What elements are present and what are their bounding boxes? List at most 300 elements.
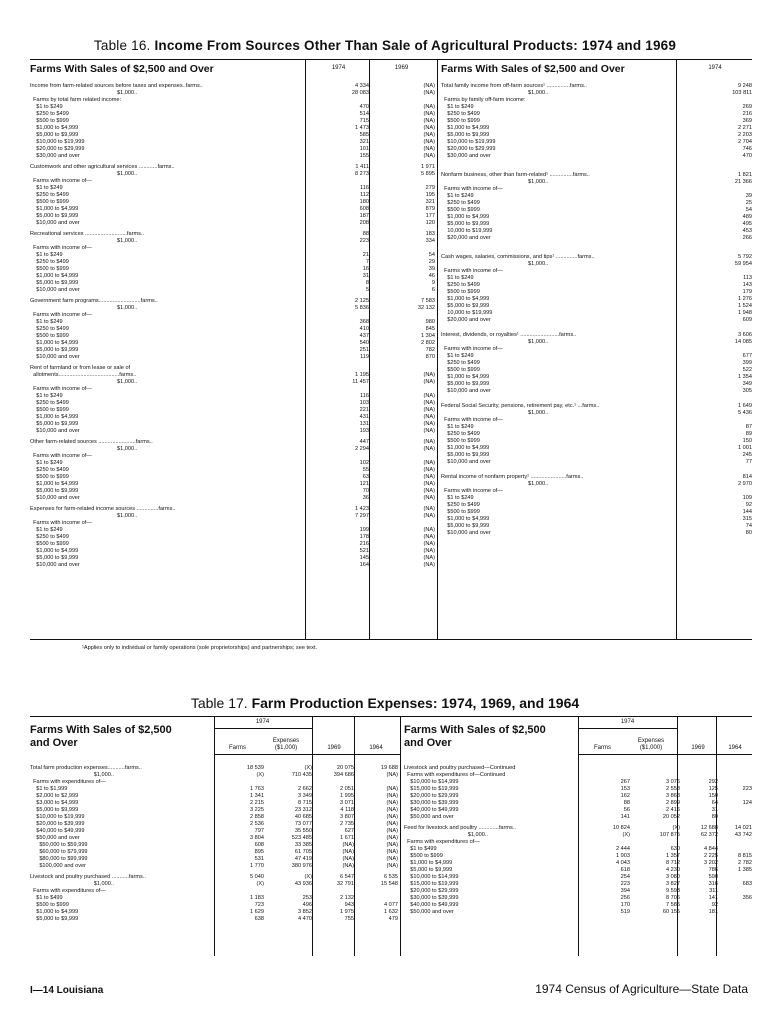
table17-right-col-1964: 1964 [728, 745, 742, 751]
row-value-d [354, 895, 398, 902]
row-label: $2,000 to $2,999 [30, 793, 79, 799]
table-row [404, 772, 752, 779]
table-row [30, 446, 435, 453]
row-label: Customwork and other agricultural services ............farms.. [30, 164, 175, 170]
row-value-a: 7 [365, 259, 369, 265]
table-row [30, 132, 435, 139]
table-row [30, 153, 435, 160]
row-value-a: 9 248 [738, 83, 752, 89]
row-value-a: 131 [359, 421, 369, 427]
row-label: Cash wages, salaries, commissions, and tips¹ ..............farms.. [441, 254, 595, 260]
row-label: $1,000 to $4,999 [441, 296, 490, 302]
row-label: $100,000 and over [30, 863, 86, 869]
row-label: $10,000 and over [30, 495, 80, 501]
row-value-d: 15 548 [380, 881, 398, 887]
row-value-a [582, 765, 630, 772]
table-row [30, 779, 398, 786]
table-row [441, 214, 752, 221]
row-value-a: 321 [359, 139, 369, 145]
row-label: $5,000 to $9,999 [441, 303, 490, 309]
row-value-a: 2 704 [738, 139, 752, 145]
row-value-a: 1 354 [738, 374, 752, 380]
row-value-a: 144 [742, 509, 752, 515]
table16-col-1969: 1969 [394, 65, 409, 71]
row-label: Farms with income of— [441, 186, 503, 192]
row-value-b: (NA) [423, 393, 435, 399]
row-value-b: 3 863 [666, 793, 680, 799]
row-label: $500 to $999 [30, 474, 69, 480]
row-label: $250 to $499 [30, 400, 69, 406]
row-value-a: 170 [620, 902, 630, 908]
row-label: $40,000 to $49,999 [404, 807, 459, 813]
row-value-a: 80 [745, 530, 752, 536]
row-value-a: 453 [742, 228, 752, 234]
row-value-d: (NA) [386, 863, 398, 869]
row-value-d [718, 807, 752, 814]
row-value-b: 40 685 [294, 814, 312, 820]
row-value-a: 1 341 [250, 793, 264, 799]
row-value-b [369, 245, 435, 252]
row-label: allotments.......................................farms.. [30, 372, 137, 378]
row-label: $250 to $499 [30, 192, 69, 198]
row-label: $500 to $999 [404, 853, 443, 859]
row-label: $30,000 to $39,999 [404, 895, 459, 901]
table-row [30, 474, 435, 481]
table-row [441, 445, 752, 452]
row-value-c: 2 225 [704, 853, 718, 859]
row-value-c [680, 765, 718, 772]
row-value-d: 1 385 [738, 867, 752, 873]
row-value-d: (NA) [386, 800, 398, 806]
row-label: $250 to $499 [441, 502, 480, 508]
table-row [30, 786, 398, 793]
row-label: $3,000 to $4,999 [30, 800, 79, 806]
row-value-a: 3 225 [250, 807, 264, 813]
table17-left-col-farms: Farms [229, 745, 246, 751]
row-value-a [680, 417, 752, 424]
row-value-b: 73 077 [294, 821, 312, 827]
row-value-c: 394 686 [333, 772, 354, 778]
row-value-c: 311 [709, 888, 718, 894]
row-value-a: 10 824 [612, 825, 630, 831]
table-row [30, 365, 435, 372]
row-value-a: 2 271 [738, 125, 752, 131]
row-value-a: 70 [362, 488, 369, 494]
table-row [441, 367, 752, 374]
table-row [30, 902, 398, 909]
row-value-c [680, 772, 718, 779]
row-value-b: (NA) [423, 428, 435, 434]
row-label: $1,000.. [30, 446, 138, 452]
row-value-a: 2 858 [250, 814, 264, 820]
row-value-a: 5 836 [355, 305, 369, 311]
row-value-a: 1 276 [738, 296, 752, 302]
row-label: Government farm programs...........................farms.. [30, 298, 158, 304]
row-value-d: 683 [742, 881, 752, 887]
row-value-a: 145 [359, 555, 369, 561]
row-value-b: (NA) [423, 481, 435, 487]
row-value-a: 677 [742, 353, 752, 359]
row-value-b [630, 772, 680, 779]
row-value-d: 223 [742, 786, 752, 792]
table-row [30, 421, 435, 428]
table-row [30, 453, 435, 460]
row-label: $250 to $499 [441, 360, 480, 366]
table-row [30, 298, 435, 305]
table17-left-col-1969: 1969 [327, 745, 341, 751]
row-label: $10,000 to $14,999 [404, 779, 459, 785]
row-value-b: 870 [425, 354, 435, 360]
row-value-a: 267 [620, 779, 630, 785]
row-value-d: (NA) [386, 772, 398, 778]
row-value-b: (NA) [423, 111, 435, 117]
row-value-c: 80 [711, 814, 718, 820]
row-label: Farms with expenditures of—Continued [404, 772, 506, 778]
table-row [441, 118, 752, 125]
row-value-b: (NA) [423, 495, 435, 501]
row-value-a: 608 [254, 842, 264, 848]
table16-left-header: Farms With Sales of $2,500 and Over [30, 63, 214, 75]
row-value-b: 6 [431, 287, 435, 293]
table-row [441, 474, 752, 481]
row-value-b: 7 585 [666, 902, 680, 908]
row-value-a: 153 [620, 786, 630, 792]
row-value-a: 256 [620, 895, 630, 901]
row-value-a: 431 [359, 414, 369, 420]
row-value-a: 18 539 [246, 765, 264, 771]
table-row [441, 97, 752, 104]
row-label: Farms with income of— [30, 453, 92, 459]
row-value-a: 223 [359, 238, 369, 244]
table17-top-rule [30, 716, 752, 717]
rule-v [676, 60, 677, 640]
row-value-c: 150 [708, 793, 718, 799]
row-label: Total family income from off-farm sources¹ ...............farms.. [441, 83, 587, 89]
row-value-d [718, 814, 752, 821]
row-value-a: 21 366 [734, 179, 752, 185]
row-value-b: 20 052 [662, 814, 680, 820]
row-value-b: 46 [428, 273, 435, 279]
table-row [404, 860, 752, 867]
row-value-b: 195 [425, 192, 435, 198]
table-row [441, 90, 752, 97]
row-label: $1,000 to $4,999 [441, 125, 490, 131]
row-label: $5,000 to $9,999 [30, 280, 79, 286]
row-label: $1 to $249 [30, 393, 63, 399]
row-value-d [718, 793, 752, 800]
row-value-a [680, 186, 752, 193]
row-label: $50,000 to $59,999 [30, 842, 88, 848]
row-value-a: 74 [745, 523, 752, 529]
row-value-d: (NA) [386, 849, 398, 855]
row-value-a: 187 [359, 213, 369, 219]
row-value-c: 4 118 [340, 807, 354, 813]
row-label: $1 to $1,999 [30, 786, 68, 792]
row-value-d [718, 779, 752, 786]
row-value-a: 514 [359, 111, 369, 117]
row-value-b: (NA) [423, 118, 435, 124]
row-label: $1,000 to $4,999 [441, 374, 490, 380]
row-value-b: 47 419 [294, 856, 312, 862]
row-value-b: 183 [425, 231, 435, 237]
table-row [30, 354, 435, 361]
row-value-b: 710 435 [291, 772, 312, 778]
table-row [30, 439, 435, 446]
row-value-d: 479 [388, 916, 398, 922]
table-row [30, 506, 435, 513]
row-value-b: 879 [425, 206, 435, 212]
row-value-b: (NA) [423, 414, 435, 420]
row-value-d: 4 077 [384, 902, 398, 908]
row-value-a: 16 [362, 266, 369, 272]
table-row [30, 772, 398, 779]
row-label: $30,000 and over [30, 153, 80, 159]
row-label: $20,000 to $29,999 [441, 146, 496, 152]
row-value-a: 1 183 [250, 895, 264, 901]
row-value-c: 4 844 [704, 846, 718, 852]
table-row [441, 523, 752, 530]
row-label: Farms with income of— [30, 520, 92, 526]
row-value-b: (NA) [423, 139, 435, 145]
row-value-a: 116 [360, 393, 369, 399]
row-value-b: 334 [425, 238, 435, 244]
table-row [30, 393, 435, 400]
row-value-b: 8 706 [666, 895, 680, 901]
row-value-a: 394 [620, 888, 630, 894]
table17-right-col-1974: 1974 [620, 719, 635, 725]
table-row [30, 842, 398, 849]
row-value-b: (NA) [423, 400, 435, 406]
table-row [404, 867, 752, 874]
row-label: $1,000.. [30, 305, 138, 311]
row-value-a: 618 [620, 867, 630, 873]
row-label: $10,000 and over [441, 459, 491, 465]
table-row [404, 800, 752, 807]
row-value-b: 23 312 [294, 807, 312, 813]
row-value-a: 266 [742, 235, 752, 241]
row-value-b: (NA) [423, 474, 435, 480]
row-value-b: 1 304 [421, 333, 435, 339]
row-label: $10,000 to $19,999 [441, 139, 496, 145]
row-value-a: 101 [359, 146, 369, 152]
table-row [30, 252, 435, 259]
table-row [404, 853, 752, 860]
table17-left-panel [30, 765, 398, 923]
row-value-a [309, 520, 369, 527]
row-label: $10,000 to $19,999 [30, 814, 85, 820]
row-label: 10,000 to $19,999 [441, 310, 493, 316]
table16-left-panel [30, 61, 435, 569]
table17-label: Table 17. [190, 695, 248, 711]
row-value-b: 9 [431, 280, 435, 286]
row-value-b: (NA) [423, 407, 435, 413]
table-row [404, 825, 752, 832]
table17-left-col-expenses: Expenses ($1,000) [272, 738, 300, 751]
table-row [30, 863, 398, 870]
row-value-a: 245 [742, 452, 752, 458]
row-label: $5,000 to $9,999 [30, 347, 79, 353]
table-row [441, 172, 752, 179]
row-value-a: 221 [359, 407, 369, 413]
row-value-c: (NA) [342, 849, 354, 855]
row-value-a: 223 [620, 881, 630, 887]
table-row [441, 296, 752, 303]
row-value-b: (NA) [423, 372, 435, 378]
row-label: Income from farm-related sources before taxes and expenses..farms.. [30, 83, 203, 89]
row-label: $1,000.. [441, 179, 549, 185]
table-row [30, 259, 435, 266]
row-value-c: 3 071 [340, 800, 354, 806]
row-value-a: 1 423 [355, 506, 369, 512]
table-row [30, 481, 435, 488]
row-value-b: 3 349 [298, 793, 312, 799]
table-row [30, 527, 435, 534]
table-row [30, 909, 398, 916]
table-row [30, 90, 435, 97]
row-value-b: 1 971 [421, 164, 435, 170]
row-value-b: 380 976 [291, 863, 312, 869]
row-value-a: 199 [359, 527, 369, 533]
table-row [441, 254, 752, 261]
row-value-d [718, 765, 752, 772]
row-value-a: 2 125 [355, 298, 369, 304]
row-label: $500 to $999 [441, 367, 480, 373]
table-row [441, 339, 752, 346]
row-value-b: 279 [425, 185, 435, 191]
row-label: $1,000 to $4,999 [30, 909, 79, 915]
table-row [404, 902, 752, 909]
row-value-a: 368 [359, 319, 369, 325]
row-value-c: 943 [344, 902, 354, 908]
table-row [441, 228, 752, 235]
row-label: $5,000 to $9,999 [441, 221, 490, 227]
row-label: $1,000 to $4,999 [441, 445, 490, 451]
row-value-c: 31 [711, 807, 718, 813]
table-row [30, 199, 435, 206]
row-label: $500 to $999 [441, 509, 480, 515]
row-value-c: 2 735 [340, 821, 354, 827]
row-label: $5,000 to $9,999 [30, 916, 79, 922]
row-value-a [309, 365, 369, 372]
table-row [441, 261, 752, 268]
row-label: $1 to $249 [30, 252, 63, 258]
row-label: $1,000.. [30, 772, 114, 778]
row-value-b: (NA) [423, 541, 435, 547]
row-value-a: 2 970 [738, 481, 752, 487]
row-value-a: 470 [359, 104, 369, 110]
table-row [30, 280, 435, 287]
row-label: $1,000.. [441, 339, 549, 345]
row-value-a: 521 [359, 548, 369, 554]
row-value-a: 1 649 [738, 403, 752, 409]
table-row [30, 312, 435, 319]
table17-right-col-expenses: Expenses ($1,000) [637, 738, 665, 751]
table17-left-header: Farms With Sales of $2,500 and Over [30, 724, 172, 749]
table-row [404, 888, 752, 895]
row-value-a [582, 839, 630, 846]
row-label: $10,000 and over [30, 220, 80, 226]
row-value-b: 5 895 [421, 171, 435, 177]
row-value-b: 2 416 [666, 807, 680, 813]
row-value-c: 181 [708, 909, 718, 915]
row-value-d [718, 888, 752, 895]
table-row [30, 171, 435, 178]
row-value-b [369, 386, 435, 393]
row-value-b: (NA) [423, 467, 435, 473]
row-value-a [680, 488, 752, 495]
row-value-d [718, 839, 752, 846]
row-value-d: (NA) [386, 814, 398, 820]
row-value-b: 2 802 [421, 340, 435, 346]
row-value-b: 980 [425, 319, 435, 325]
row-value-d: 2 782 [738, 860, 752, 866]
row-value-b: (X) [672, 825, 680, 831]
row-label: $1 to $249 [441, 104, 474, 110]
row-value-a: (X) [256, 881, 264, 887]
row-label: $1,000.. [30, 513, 138, 519]
row-value-a: (X) [256, 772, 264, 778]
row-label: $20,000 to $29,999 [404, 793, 459, 799]
row-value-b: 60 155 [662, 909, 680, 915]
row-value-a: 216 [359, 541, 369, 547]
row-value-b: 43 936 [294, 881, 312, 887]
row-value-a: 723 [254, 902, 264, 908]
table-row [404, 807, 752, 814]
row-label: Farms with income of— [30, 245, 92, 251]
row-label: $1,000.. [30, 90, 138, 96]
row-value-c: 12 688 [700, 825, 718, 831]
row-label: Other farm-related sources ........................farms.. [30, 439, 153, 445]
row-value-a: 7 297 [355, 513, 369, 519]
row-value-b: 253 [302, 895, 312, 901]
rule-h [214, 754, 400, 755]
table-row [30, 372, 435, 379]
row-value-b: 54 [428, 252, 435, 258]
row-value-d [354, 888, 398, 895]
row-label: $20,000 to $39,999 [30, 821, 85, 827]
table-row [441, 268, 752, 275]
row-value-b: (NA) [423, 446, 435, 452]
table-row [30, 97, 435, 104]
row-label: $250 to $499 [441, 200, 480, 206]
row-value-a [680, 268, 752, 275]
table-row [404, 839, 752, 846]
table-row [30, 888, 398, 895]
table-row [30, 895, 398, 902]
row-value-d: 43 742 [734, 832, 752, 838]
row-value-c [680, 839, 718, 846]
row-label: $20,000 to $29,999 [404, 888, 459, 894]
table-row [30, 400, 435, 407]
table-row [441, 111, 752, 118]
row-value-a: 5 040 [250, 874, 264, 880]
row-label: Expenses for farm-related income sources ..............farms.. [30, 506, 176, 512]
row-value-b: 1 357 [666, 853, 680, 859]
row-label: $250 to $499 [441, 431, 480, 437]
row-value-b: (NA) [423, 379, 435, 385]
row-label: $1,000.. [441, 261, 549, 267]
table-row [30, 305, 435, 312]
table-row [441, 424, 752, 431]
table-row [441, 459, 752, 466]
row-label: Livestock and poultry purchased—Continued [404, 765, 516, 771]
table-row [30, 541, 435, 548]
row-value-a: 1 903 [616, 853, 630, 859]
row-value-d: 19 688 [380, 765, 398, 771]
table-row [404, 909, 752, 916]
table-row [441, 403, 752, 410]
row-value-a: 4 334 [355, 83, 369, 89]
